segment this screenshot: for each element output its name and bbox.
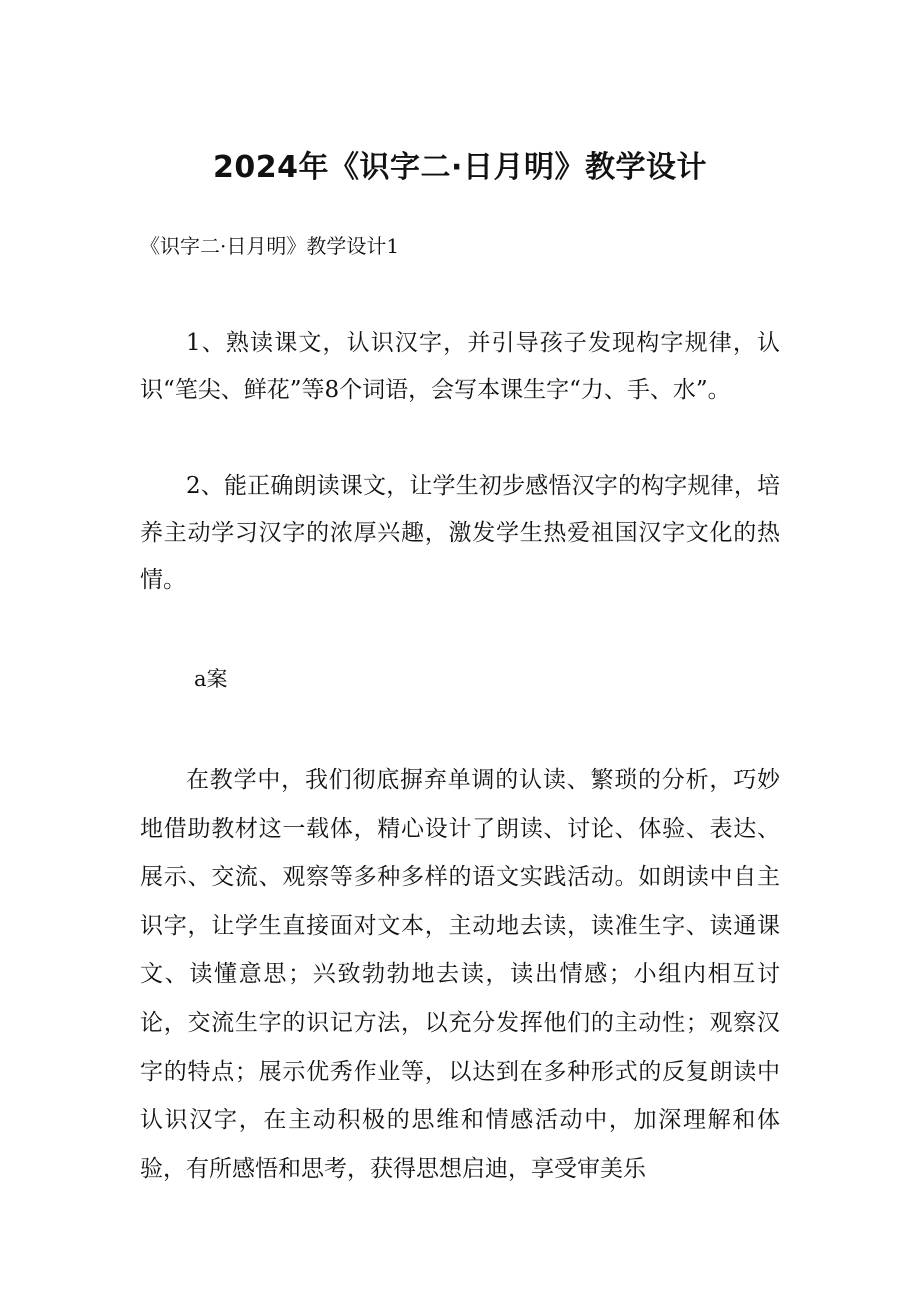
objective-paragraph-2: 2、能正确朗读课文，让学生初步感悟汉字的构字规律，培养主动学习汉字的浓厚兴趣，激发学生热爱祖国汉字文化的热情。	[140, 473, 780, 593]
page-title: 2024年《识字二·日月明》教学设计	[213, 150, 707, 185]
document-subtitle: 《识字二·日月明》教学设计1	[140, 234, 400, 258]
section-heading: a案	[194, 667, 228, 691]
body-paragraph: 在教学中，我们彻底摒弃单调的认读、繁琐的分析，巧妙地借助教材这一载体，精心设计了朗读、讨论、体验、表达、展示、交流、观察等多种多样的语文实践活动。如朗读中自主识字，让学生直接面对文本，主动地去读，读准生字、读通课文、读懂意思；兴致勃勃地去读，读出情感；小组内相互讨论，交流生字的识记方法，以充分发挥他们的主动性；观察汉字的特点；展示优秀作业等，以达到在多种形式的反复朗读中认识汉字，在主动积极的思维和情感活动中，加深理解和体验，有所感悟和思考，获得思想启迪，享受审美乐	[140, 767, 780, 1182]
objective-paragraph-1: 1、熟读课文，认识汉字，并引导孩子发现构字规律，认识“笔尖、鲜花”等8个词语，会写本课生字“力、手、水”。	[140, 330, 780, 403]
